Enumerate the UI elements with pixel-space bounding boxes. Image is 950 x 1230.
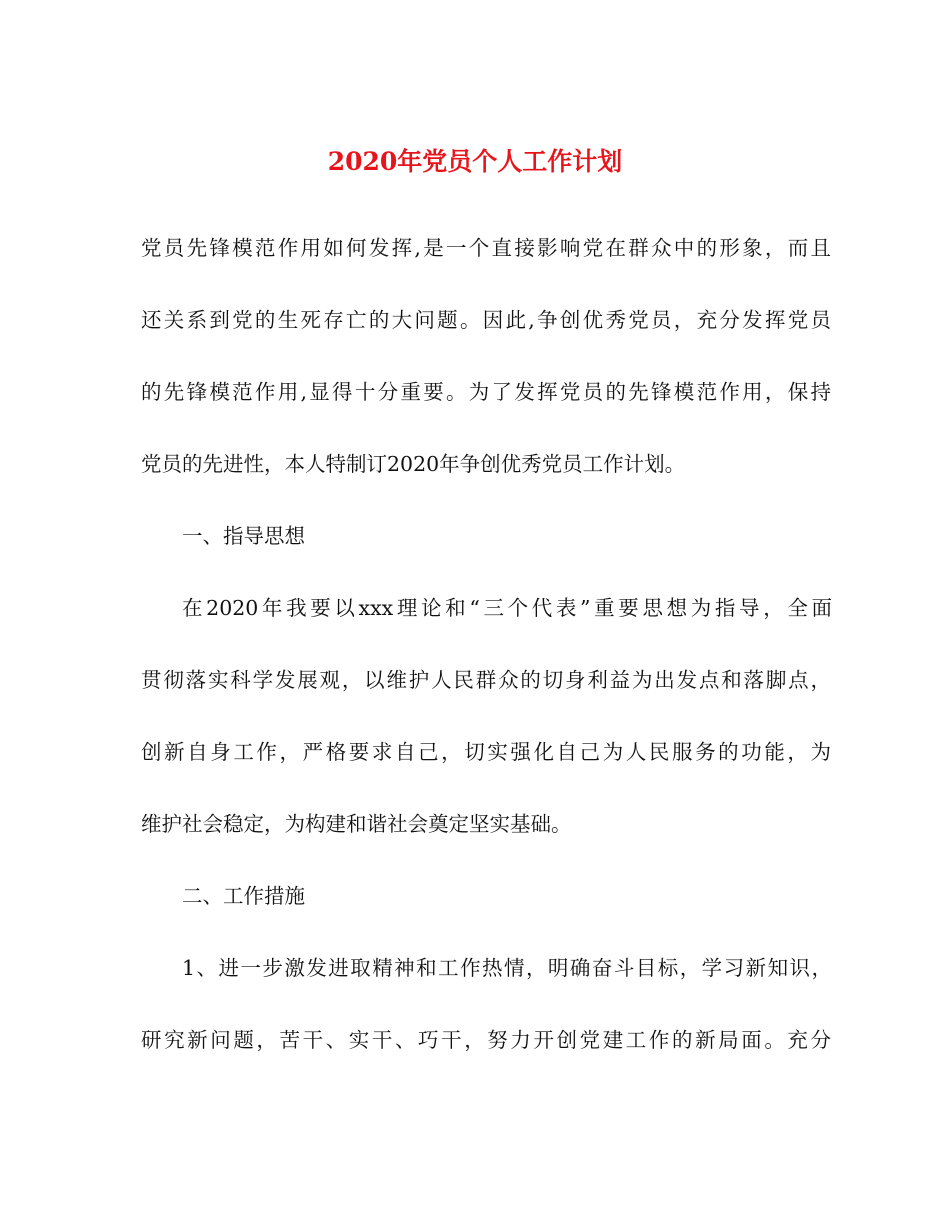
section-heading: 一、指导思想 (182, 524, 305, 548)
paragraph-line: 创新自身工作，严格要求自己，切实强化自己为人民服务的功能，为 (141, 740, 831, 764)
paragraph-line: 1、进一步激发进取精神和工作热情，明确奋斗目标，学习新知识， (182, 956, 832, 980)
paragraph-line: 贯彻落实科学发展观，以维护人民群众的切身利益为出发点和落脚点， (141, 668, 831, 692)
paragraph-line: 的先锋模范作用,显得十分重要。为了发挥党员的先锋模范作用，保持 (141, 380, 831, 404)
paragraph-line: 党员的先进性，本人特制订2020年争创优秀党员工作计划。 (141, 452, 686, 476)
paragraph-line: 在2020年我要以xxx理论和“三个代表”重要思想为指导，全面 (182, 596, 832, 620)
document-title: 2020年党员个人工作计划 (327, 147, 623, 176)
paragraph-line: 研究新问题，苦干、实干、巧干，努力开创党建工作的新局面。充分 (141, 1028, 831, 1052)
paragraph-line: 党员先锋模范作用如何发挥,是一个直接影响党在群众中的形象，而且 (141, 236, 831, 260)
section-heading: 二、工作措施 (182, 884, 305, 908)
paragraph-line: 还关系到党的生死存亡的大问题。因此,争创优秀党员，充分发挥党员 (141, 308, 831, 332)
paragraph-line: 维护社会稳定，为构建和谐社会奠定坚实基础。 (141, 812, 572, 836)
